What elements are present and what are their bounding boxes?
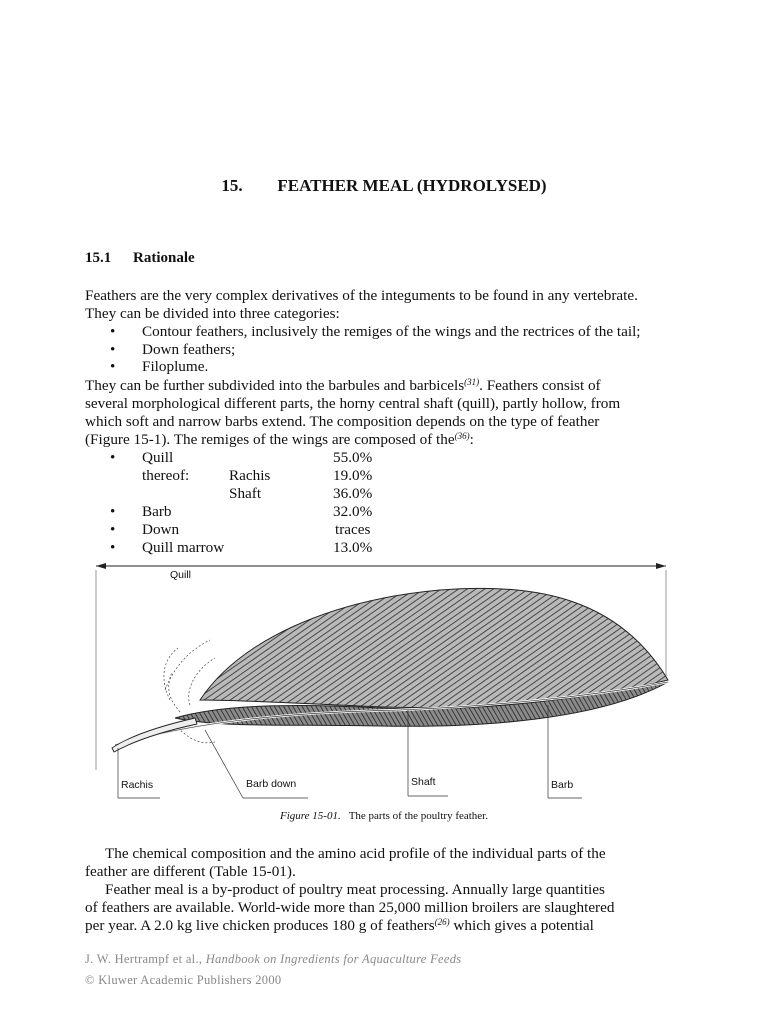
bullet-icon: • — [110, 449, 116, 466]
label-shaft: Shaft — [411, 776, 436, 788]
label-barb: Barb — [551, 779, 574, 791]
comp-marrow-value: 13.0% — [333, 539, 373, 556]
bullet-icon: • — [110, 539, 116, 556]
comp-shaft-value: 36.0% — [333, 485, 373, 502]
label-rachis: Rachis — [121, 779, 154, 791]
para4-line-2: of feathers are available. World-wide more than 25,000 million broilers are slaughtered — [85, 899, 615, 916]
para2-line-3: which soft and narrow barbs extend. The composition depends on the type of feather — [85, 413, 600, 430]
comp-barb-label: Barb — [142, 503, 172, 520]
reference-26: (26) — [434, 917, 450, 927]
para3-line-2: feather are different (Table 15-01). — [85, 863, 296, 880]
footer-authors: J. W. Hertrampf et al., — [85, 952, 206, 966]
bullet-icon: • — [110, 341, 116, 358]
footer-citation — [85, 952, 461, 967]
figure-caption — [0, 810, 768, 822]
reference-31: (31) — [464, 377, 480, 387]
label-quill: Quill — [170, 569, 192, 581]
para2-line-1: They can be further subdivided into the barbules and barbicels$^{(31)}$. Feathers consist of — [85, 377, 601, 394]
para2-line-2: several morphological different parts, the horny central shaft (quill), partly hollow, from — [85, 395, 621, 412]
comp-thereof-label: thereof: — [142, 467, 190, 484]
bullet-icon: • — [110, 503, 116, 520]
comp-marrow-label: Quill marrow — [142, 539, 225, 556]
bullet-icon: • — [110, 521, 116, 538]
figure-caption-text: The parts of the poultry feather. — [348, 810, 488, 822]
bullet-icon: • — [110, 323, 116, 340]
comp-down-value: traces — [335, 521, 371, 538]
comp-barb-value: 32.0% — [333, 503, 373, 520]
chapter-number: 15. — [221, 176, 243, 195]
section-title: Rationale — [133, 250, 195, 266]
comp-down-label: Down — [142, 521, 180, 538]
feather-illustration — [112, 588, 668, 752]
label-barb-down: Barb down — [246, 778, 297, 790]
comp-quill-value: 55.0% — [333, 449, 373, 466]
para4-line-3: per year. A 2.0 kg live chicken produces 180 g of feathers$^{(26)}$ which gives a potential — [85, 917, 594, 934]
reference-36: (36) — [454, 431, 470, 441]
para2-line-4: (Figure 15-1). The remiges of the wings are composed of the$^{(36)}$: — [85, 431, 474, 448]
footer-copyright: © Kluwer Academic Publishers 2000 — [85, 973, 282, 987]
para3-line-1: The chemical composition and the amino acid profile of the individual parts of the — [105, 845, 606, 862]
para4-line-1: Feather meal is a by-product of poultry meat processing. Annually large quantities — [105, 881, 605, 898]
comp-rachis-label: Rachis — [229, 467, 271, 484]
bullet-icon: • — [110, 358, 116, 375]
section-number: 15.1 — [85, 250, 112, 266]
intro-line-2: They can be divided into three categories: — [85, 305, 340, 322]
intro-line-1: Feathers are the very complex derivatives of the integuments to be found in any vertebrate. — [85, 287, 638, 304]
figure-caption-label: Figure 15-01. — [280, 810, 341, 822]
comp-quill-label: Quill — [142, 449, 174, 466]
footer-book-title: Handbook on Ingredients for Aquaculture Feeds — [205, 952, 462, 966]
comp-shaft-label: Shaft — [229, 485, 262, 502]
chapter-title-text: FEATHER MEAL (HYDROLYSED) — [277, 176, 547, 195]
comp-rachis-value: 19.0% — [333, 467, 373, 484]
